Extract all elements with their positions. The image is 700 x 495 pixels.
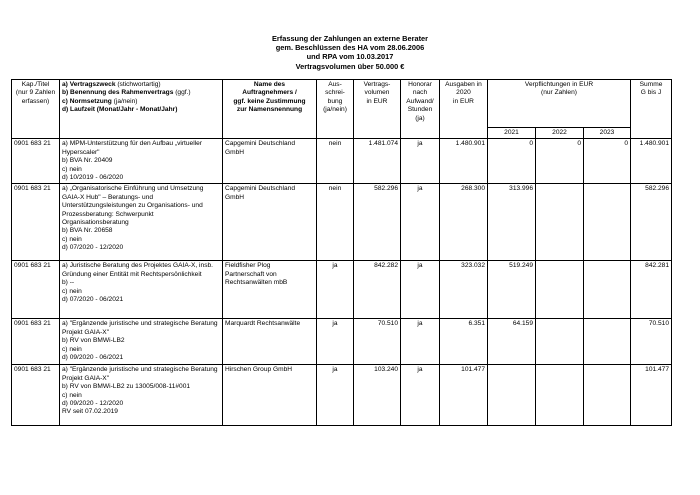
- cell-2021: 0: [488, 139, 536, 184]
- header-year-2023: 2023: [584, 128, 631, 139]
- cell-2021: [488, 365, 536, 426]
- cell-summe: 1.480.901: [631, 139, 672, 184]
- cell-2023: [584, 184, 631, 261]
- cell-2023: [584, 365, 631, 426]
- cell-summe: 70.510: [631, 319, 672, 365]
- table-row: [12, 261, 672, 319]
- cell-auftragnehmer: Hirschen Group GmbH: [223, 365, 317, 426]
- cell-vertrag: a) "Ergänzende juristische und strategische Beratung Projekt GAIA-X" b) RV von BMWi-LB2 zu 13005/008-11#001 c) nein d) 09/2020 - 12/2020 RV seit 07.02.2019: [60, 365, 223, 426]
- cell-auftragnehmer: Fieldfisher Plog Partnerschaft von Rechtsanwälten mbB: [223, 261, 317, 319]
- cell-volumen: 842.282: [354, 261, 401, 319]
- cell-2022: [536, 319, 584, 365]
- table-row: [12, 319, 672, 365]
- cell-honorar: ja: [401, 261, 440, 319]
- header-vertrag: a) Vertragszweck (stichwortartig) b) Benennung des Rahmenvertrags (ggf.) c) Normsetzung (ja/nein) d) Laufzeit (Monat/Jahr - Monat/Jahr): [60, 80, 223, 139]
- title-line-2: gem. Beschlüssen des HA vom 28.06.2006: [275, 43, 425, 53]
- table-row: [12, 184, 672, 261]
- cell-kap: 0901 683 21: [12, 365, 60, 426]
- cell-ausschreibung: ja: [317, 261, 354, 319]
- cell-2021: 64.159: [488, 319, 536, 365]
- cell-2023: [584, 261, 631, 319]
- cell-volumen: 103.240: [354, 365, 401, 426]
- cell-2022: [536, 365, 584, 426]
- cell-2023: 0: [584, 139, 631, 184]
- title-line-4: Vertragsvolumen über 50.000 €: [295, 61, 405, 71]
- cell-vertrag: a) "Ergänzende juristische und strategische Beratung Projekt GAIA-X" b) RV von BMWi-LB2 c) nein d) 09/2020 - 06/2021: [60, 319, 223, 365]
- cell-summe: 101.477: [631, 365, 672, 426]
- cell-ausschreibung: ja: [317, 365, 354, 426]
- header-auftragnehmer: Name des Auftragnehmers / ggf. keine Zustimmung zur Namensnennung: [223, 80, 317, 139]
- header-summe: Summe G bis J: [631, 80, 672, 139]
- title-line-1: Erfassung der Zahlungen an externe Berater: [271, 34, 429, 43]
- cell-volumen: 1.481.074: [354, 139, 401, 184]
- cell-kap: 0901 683 21: [12, 319, 60, 365]
- cell-ausgaben: 1.480.901: [440, 139, 488, 184]
- cell-ausschreibung: ja: [317, 319, 354, 365]
- table-row: [12, 139, 672, 184]
- cell-2022: 0: [536, 139, 584, 184]
- cell-kap: 0901 683 21: [12, 139, 60, 184]
- cell-vertrag: a) MPM-Unterstützung für den Aufbau „virtueller Hyperscaler" b) BVA Nr. 20409 c) nein d) 10/2019 - 06/2020: [60, 139, 223, 184]
- document-title: [0, 34, 700, 71]
- cell-honorar: ja: [401, 184, 440, 261]
- header-vertragsvolumen: Vertrags- volumen in EUR: [354, 80, 401, 139]
- cell-2022: [536, 184, 584, 261]
- cell-auftragnehmer: Marquardt Rechtsanwälte: [223, 319, 317, 365]
- cell-kap: 0901 683 21: [12, 184, 60, 261]
- cell-ausschreibung: nein: [317, 184, 354, 261]
- payments-table: [11, 79, 672, 426]
- header-ausschreibung: Aus- schrei- bung (ja/nein): [317, 80, 354, 139]
- cell-honorar: ja: [401, 319, 440, 365]
- header-honorar: Honorar nach Aufwand/ Stunden (ja): [401, 80, 440, 139]
- cell-summe: 842.281: [631, 261, 672, 319]
- cell-honorar: ja: [401, 139, 440, 184]
- header-kap-titel: Kap./Titel (nur 9 Zahlen erfassen): [12, 80, 60, 139]
- cell-honorar: ja: [401, 365, 440, 426]
- cell-2022: [536, 261, 584, 319]
- cell-2023: [584, 319, 631, 365]
- cell-auftragnehmer: Capgemini Deutschland GmbH: [223, 139, 317, 184]
- header-year-2021: 2021: [488, 128, 536, 139]
- cell-vertrag: a) „Organisatorische Einführung und Umsetzung GAIA-X Hub" – Beratungs- und Unterstützungsleistungen zu Organisations- und Prozessberatung: Schwerpunkt Organisationsberatung b) BVA Nr. 20658 c) nein d) 07/2020 - 12/2020: [60, 184, 223, 261]
- cell-ausgaben: 101.477: [440, 365, 488, 426]
- cell-volumen: 582.296: [354, 184, 401, 261]
- cell-2021: 519.249: [488, 261, 536, 319]
- cell-ausgaben: 268.300: [440, 184, 488, 261]
- cell-vertrag: a) Juristische Beratung des Projektes GAIA-X, insb. Gründung einer Entität mit Rechtspersönlichkeit b) -- c) nein d) 07/2020 - 06/2021: [60, 261, 223, 319]
- cell-ausgaben: 6.351: [440, 319, 488, 365]
- cell-kap: 0901 683 21: [12, 261, 60, 319]
- cell-ausgaben: 323.032: [440, 261, 488, 319]
- header-year-2022: 2022: [536, 128, 584, 139]
- table-row: [12, 365, 672, 426]
- cell-volumen: 70.510: [354, 319, 401, 365]
- header-ausgaben-2020: Ausgaben in 2020 in EUR: [440, 80, 488, 139]
- cell-2021: 313.996: [488, 184, 536, 261]
- cell-summe: 582.296: [631, 184, 672, 261]
- title-line-3: und RPA vom 10.03.2017: [306, 52, 394, 62]
- cell-ausschreibung: nein: [317, 139, 354, 184]
- cell-auftragnehmer: Capgemini Deutschland GmbH: [223, 184, 317, 261]
- header-verpflichtungen: Verpflichtungen in EUR (nur Zahlen): [488, 80, 631, 128]
